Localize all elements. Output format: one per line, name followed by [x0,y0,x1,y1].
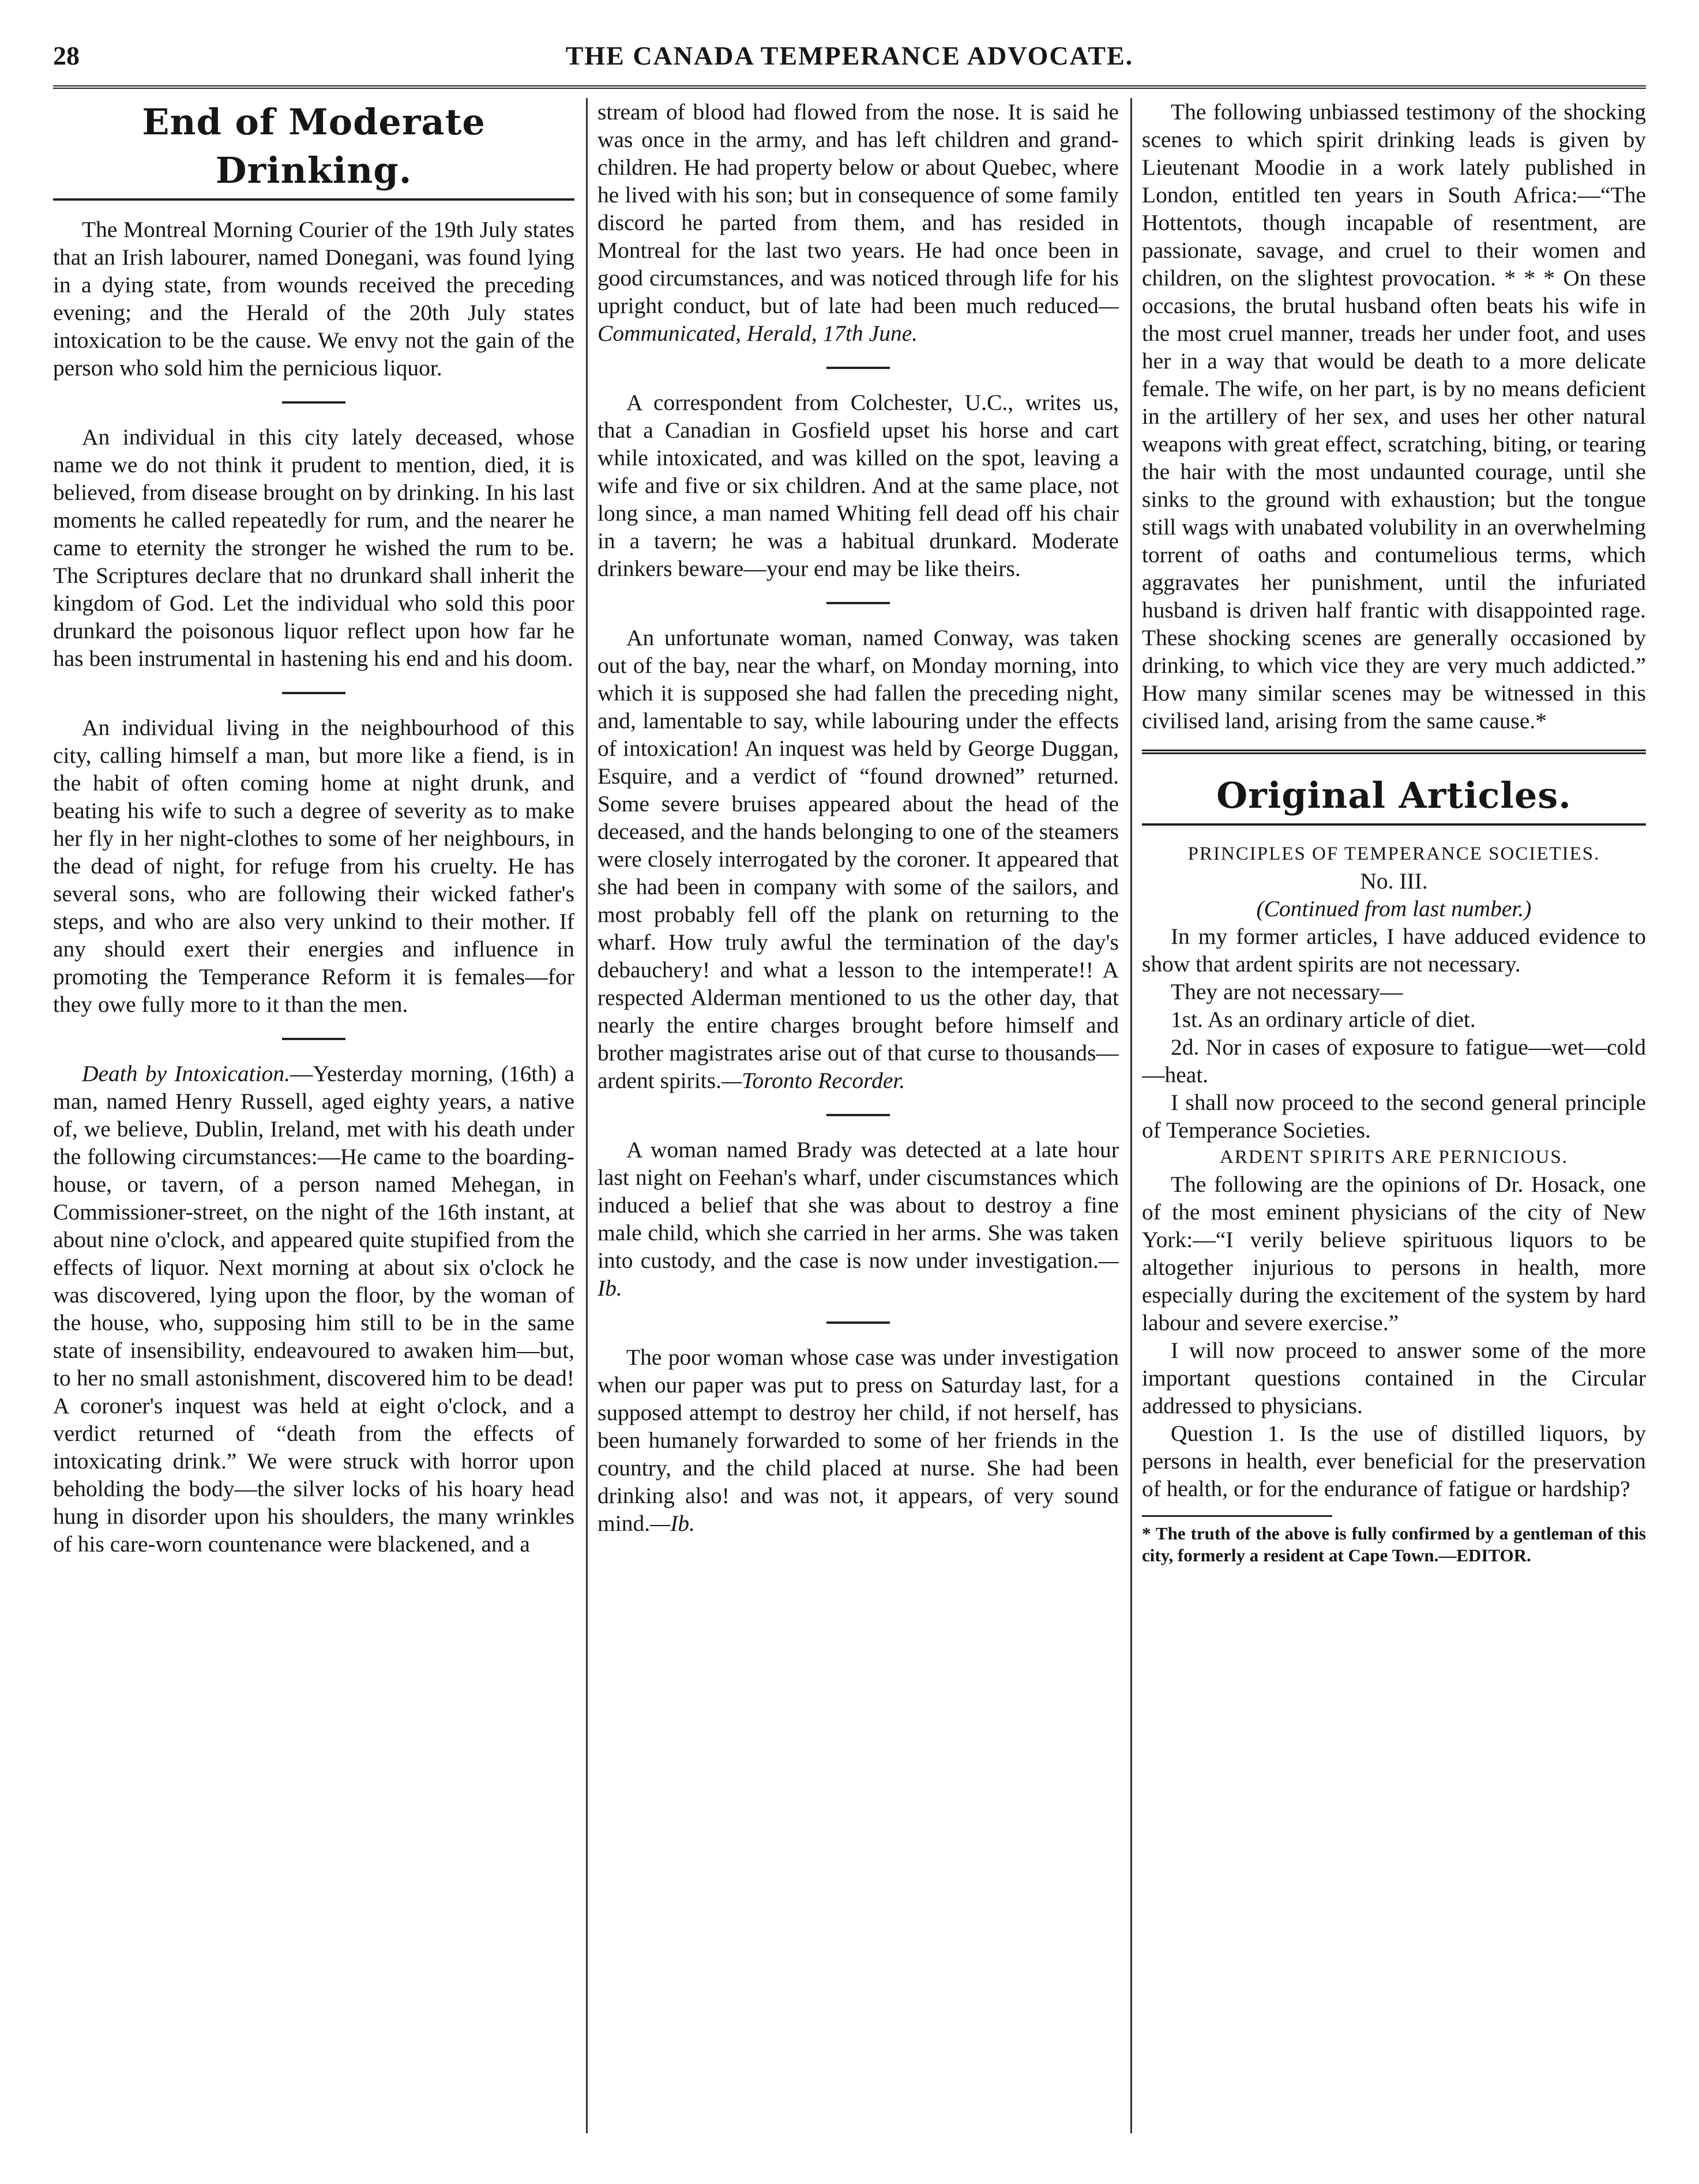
footnote: * The truth of the above is fully confirmed by a gentleman of this city, formerly a resident at Cape Town.—EDITOR. [1142,1523,1646,1565]
paragraph: The Montreal Morning Courier of the 19th July states that an Irish labourer, named Donegani, was found lying in a dying state, from wounds received the preceding evening; and the Herald of the 20th July states intoxication to be the cause. We envy not the gain of the person who sold him the pernicious liquor. [53,217,574,381]
separator-rule [826,367,890,369]
paragraph: I will now proceed to answer some of the more important questions contained in the Circular addressed to physicians. [1142,1338,1646,1418]
section-subhead: ARDENT SPIRITS ARE PERNICIOUS. [1220,1147,1568,1168]
column-3 [1142,98,1646,2133]
lead-in: Death by Intoxication. [82,1061,290,1086]
page-number: 28 [53,41,80,70]
paragraph: They are not necessary— [1171,979,1403,1004]
paragraph [597,1343,1119,1537]
column-1 [53,98,574,2133]
paragraph [597,1136,1119,1302]
separator-rule [282,692,345,694]
article-subhead: PRINCIPLES OF TEMPERANCE SOCIETIES. [1187,844,1600,864]
separator-rule [826,602,890,604]
source-credit: —Ib. [650,1511,695,1536]
source-credit: —Communicated, Herald, 17th June. [597,293,1119,346]
column-2 [597,98,1119,2133]
paragraph: 1st. As an ordinary article of diet. [1171,1007,1476,1032]
article-number: No. III. [1360,868,1428,894]
paragraph: A correspondent from Colchester, U.C., writes us, that a Canadian in Gosfield upset his horse and cart while intoxicated, and was killed on the spot, leaving a wife and five or six children. And at the same place, not long since, a man named Whiting fell dead off his chair in a tavern; he was a habitual drunkard. Moderate drinkers beware—your end may be like theirs. [597,390,1119,581]
paragraph-text: The poor woman whose case was under investigation when our paper was put to press on Saturday last, for a supposed attempt to destroy her child, if not herself, has been humanely forwarded to some of her friends in the country, and the child placed at nurse. She had been drinking also! and was not, it appears, of very sound mind. [597,1345,1119,1536]
paragraph-text: A woman named Brady was detected at a late hour last night on Feehan's wharf, under ciscumstances which induced a belief that she was about to destroy a fine male child, which she carried in her arms. She was taken into custody, and the case is now under investigation. [597,1137,1119,1273]
section-rule [1142,750,1646,754]
journal-title: THE CANADA TEMPERANCE ADVOCATE. [565,41,1134,70]
section-title: Original Articles. [1216,774,1572,816]
paragraph: The following are the opinions of Dr. Hosack, one of the most eminent physicians of the city of New York:—“I verily believe spirituous liquors to be altogether injurious to persons in health, more especially during the excitement of the system by hard labour and severe exercise.” [1142,1172,1646,1335]
column-divider [586,98,588,2133]
paragraph [597,624,1119,1094]
paragraph: An individual living in the neighbourhood of this city, calling himself a man, but more like a fiend, is in the habit of often coming home at night drunk, and beating his wife to such a degree of severity as to make her fly in her night-clothes to some of her neighbours, in the dead of night, for refuge from his cruelty. He has several sons, who are following their wicked father's steps, and who are also very unkind to their mother. If any should exert their energies and influence in promoting the Temperance Reform it is females—for they owe fully more to it than the men. [53,715,574,1017]
paragraph-text: An unfortunate woman, named Conway, was taken out of the bay, near the wharf, on Monday morning, into which it is supposed she had fallen the preceding night, and, lamentable to say, while labouring under the effects of intoxication! An inquest was held by George Duggan, Esquire, and a verdict of “found drowned” returned. Some severe bruises appeared about the head of the deceased, and the hands belonging to one of the steamers were closely interrogated by the coroner. It appeared that she had been in company with some of the sailors, and most probably fell off the plank on returning to the wharf. How truly awful the termination of the day's debauchery! and what a lesson to the intemperate!! A respected Alderman mentioned to us the other day, that nearly the entire charges brought before himself and brother magistrates arise out of that curse to thousands—ardent spirits. [597,625,1119,1093]
continued-note: (Continued from last number.) [1256,896,1532,921]
separator-rule [826,1321,890,1324]
paragraph: Question 1. Is the use of distilled liquors, by persons in health, ever beneficial for the preservation of health, or for the endurance of fatigue or hardship? [1142,1421,1646,1501]
article-title: End of Moderate Drinking. [142,101,486,191]
paragraph: In my former articles, I have adduced evidence to show that ardent spirits are not necessary. [1142,924,1646,977]
paragraph: An individual in this city lately deceased, whose name we do not think it prudent to mention, died, it is believed, from disease brought on by drinking. In his last moments he called repeatedly for rum, and the nearer he came to eternity the stronger he wished the rum to be. The Scriptures declare that no drunkard shall inherit the kingdom of God. Let the individual who sold this poor drunkard the poisonous liquor reflect upon how far he has been instrumental in hastening his end and his doom. [53,424,574,671]
paragraph [597,98,1119,347]
separator-rule [282,401,345,404]
column-divider [1130,98,1132,2133]
separator-rule [282,1038,345,1040]
title-rule [1142,823,1646,826]
paragraph: 2d. Nor in cases of exposure to fatigue—wet—cold—heat. [1142,1034,1646,1087]
footnote-rule [1142,1515,1332,1517]
paragraph [53,1060,574,1558]
paragraph: I shall now proceed to the second general principle of Temperance Societies. [1142,1090,1646,1143]
running-head [53,40,1646,81]
paragraph-text: stream of blood had flowed from the nose. It is said he was once in the army, and has left children and grand-children. He had property below or about Quebec, where he lived with his son; but in consequence of some family discord he parted from them, and has resided in Montreal for the last two years. He had once been in good circumstances, and was noticed through life for his upright conduct, but of late had been much reduced [597,99,1119,318]
header-rule [53,85,1646,89]
source-credit: —Toronto Recorder. [721,1068,905,1093]
paragraph: The following unbiassed testimony of the shocking scenes to which spirit drinking leads is given by Lieutenant Moodie in a work lately published in London, entitled ten years in South Africa:—“The Hottentots, though incapable of resentment, are passionate, savage, and cruel to their women and children, on the slightest provocation. * * * On these occasions, the brutal husband often beats his wife in the most cruel manner, treads her under foot, and uses her in a way that would be death to a more delicate female. The wife, on her part, is by no means deficient in the artillery of her sex, and uses her other natural weapons with great effect, scratching, biting, or tearing the hair with the most undaunted courage, until she sinks to the ground with exhaustion; but the tongue still wags with unabated volubility in an overwhelming torrent of oaths and contumelious terms, which aggravates her punishment, until the infuriated husband is driven half frantic with disappointed rage. These shocking scenes are generally occasioned by drinking, to which vice they are very much addicted.” How many similar scenes may be witnessed in this civilised land, arising from the same cause.* [1142,99,1646,733]
separator-rule [826,1114,890,1116]
paragraph-text: —Yesterday morning, (16th) a man, named Henry Russell, aged eighty years, a native of, we believe, Dublin, Ireland, met with his death under the following circumstances:—He came to the boarding-house, or tavern, of a person named Mehegan, in Commissioner-street, on the night of the 16th instant, at about nine o'clock, and appeared quite stupified from the effects of liquor. Next morning at about six o'clock he was discovered, lying upon the floor, by the woman of the house, who, supposing him still to be in the same state of insensibility, endeavoured to awaken him—but, to her no small astonishment, discovered him to be dead! A coroner's inquest was held at eight o'clock, and a verdict returned of “death from the effects of intoxicating drink.” We were struck with horror upon beholding the body—the silver locks of his hoary head hung in disorder upon his shoulders, the many wrinkles of his care-worn countenance were blackened, and a [53,1061,574,1557]
title-rule [53,198,574,201]
source-credit: —Ib. [597,1248,1119,1301]
